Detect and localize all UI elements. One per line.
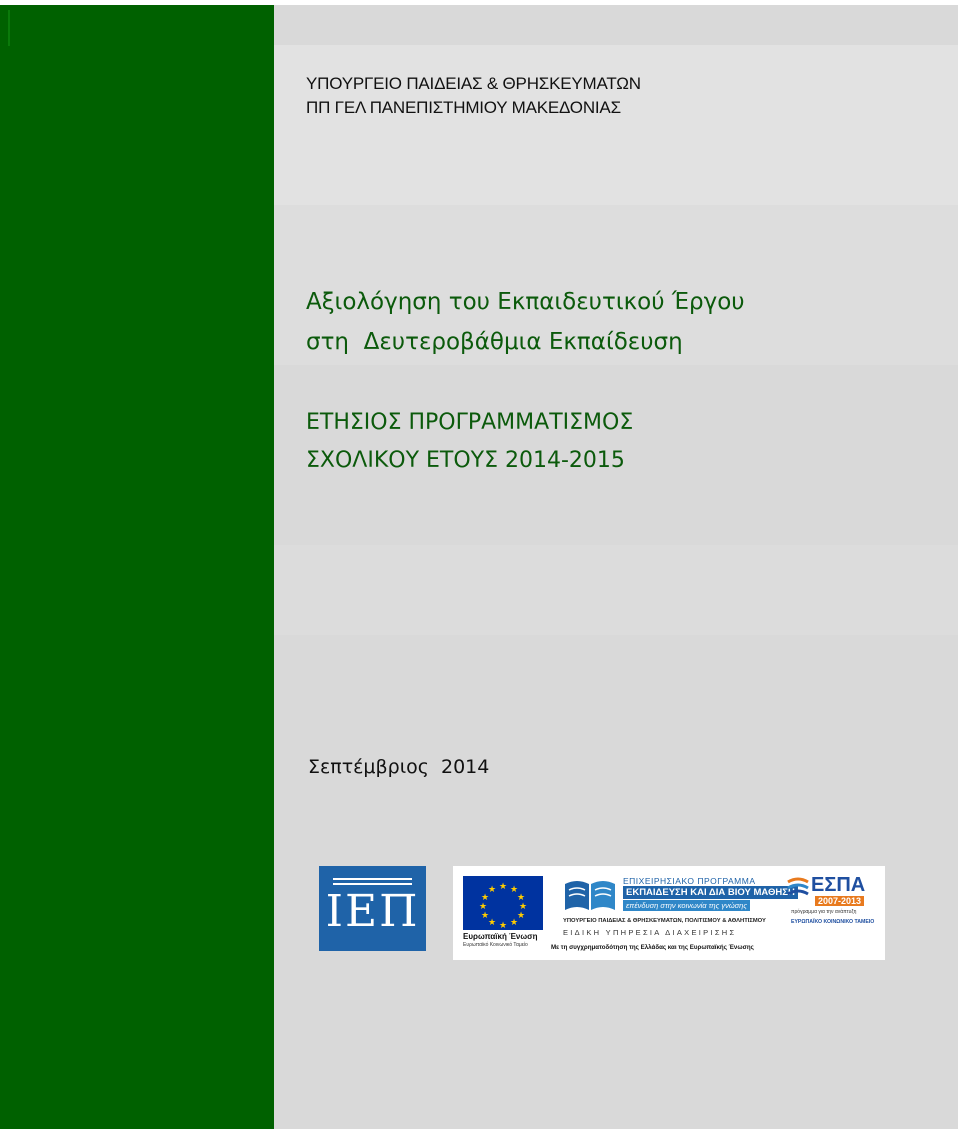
eu-label: Ευρωπαϊκή Ένωση xyxy=(463,932,538,941)
eu-sublabel: Ευρωπαϊκό Κοινωνικό Ταμείο xyxy=(463,942,528,948)
espa-years: 2007-2013 xyxy=(815,896,864,906)
program-motto: επένδυση στην κοινωνία της γνώσης xyxy=(623,900,750,911)
funding-logos-strip xyxy=(453,866,885,960)
grey-band-middle xyxy=(274,545,958,635)
subtitle-line-2: ΣΧΟΛΙΚΟΥ ΕΤΟΥΣ 2014-2015 xyxy=(306,448,625,473)
espa-name: ΕΣΠΑ xyxy=(811,874,866,896)
iep-logo xyxy=(319,866,426,951)
cofunding-statement: Με τη συγχρηματοδότηση της Ελλάδας και της Ευρωπαϊκής Ένωσης xyxy=(551,944,754,951)
open-book-icon xyxy=(563,876,617,916)
eu-flag-icon: ★ ★ ★ ★ ★ ★ ★ ★ ★ ★ ★ ★ xyxy=(463,876,543,930)
iep-logo-text: ΙΕΠ xyxy=(325,886,420,937)
iep-logo-stripe-top xyxy=(333,878,412,880)
document-subtitle xyxy=(306,404,633,480)
espa-logo xyxy=(787,874,881,928)
program-service: ΕΙΔΙΚΗ ΥΠΗΡΕΣΙΑ ΔΙΑΧΕΙΡΙΣΗΣ xyxy=(563,928,737,937)
ministry-line-1: ΥΠΟΥΡΓΕΙΟ ΠΑΙΔΕΙΑΣ & ΘΡΗΣΚΕΥΜΑΤΩΝ xyxy=(306,74,641,93)
document-title xyxy=(306,282,745,362)
green-bar-notch xyxy=(8,10,10,46)
subtitle-line-1: ΕΤΗΣΙΟΣ ΠΡΟΓΡΑΜΜΑΤΙΣΜΟΣ xyxy=(306,410,634,435)
grey-band-header xyxy=(274,45,958,205)
iep-logo-stripe-mid xyxy=(333,883,412,885)
program-title: ΕΠΙΧΕΙΡΗΣΙΑΚΟ ΠΡΟΓΡΑΜΜΑ xyxy=(623,876,756,886)
green-side-bar xyxy=(0,5,274,1129)
espa-swoosh-icon xyxy=(787,876,809,896)
espa-fund: ΕΥΡΩΠΑΪΚΟ ΚΟΙΝΩΝΙΚΟ ΤΑΜΕΙΟ xyxy=(791,919,875,925)
program-name: ΕΚΠΑΙΔΕΥΣΗ ΚΑΙ ΔΙΑ ΒΙΟΥ ΜΑΘΗΣΗ xyxy=(623,886,798,899)
ministry-line-2: ΠΠ ΓΕΛ ΠΑΝΕΠΙΣΤΗΜΙΟΥ ΜΑΚΕΔΟΝΙΑΣ xyxy=(306,98,621,117)
title-line-2: στη Δευτεροβάθμια Εκπαίδευση xyxy=(306,329,683,355)
title-line-1: Αξιολόγηση του Εκπαιδευτικού Έργου xyxy=(306,289,745,315)
program-ministry: ΥΠΟΥΡΓΕΙΟ ΠΑΙΔΕΙΑΣ & ΘΡΗΣΚΕΥΜΑΤΩΝ, ΠΟΛΙΤΙΣΜΟΥ & ΑΘΛΗΤΙΣΜΟΥ xyxy=(563,918,766,924)
publication-date: Σεπτέμβριος 2014 xyxy=(308,756,490,778)
ministry-header xyxy=(306,72,641,120)
espa-tagline: πρόγραμμα για την ανάπτυξη xyxy=(791,909,857,915)
